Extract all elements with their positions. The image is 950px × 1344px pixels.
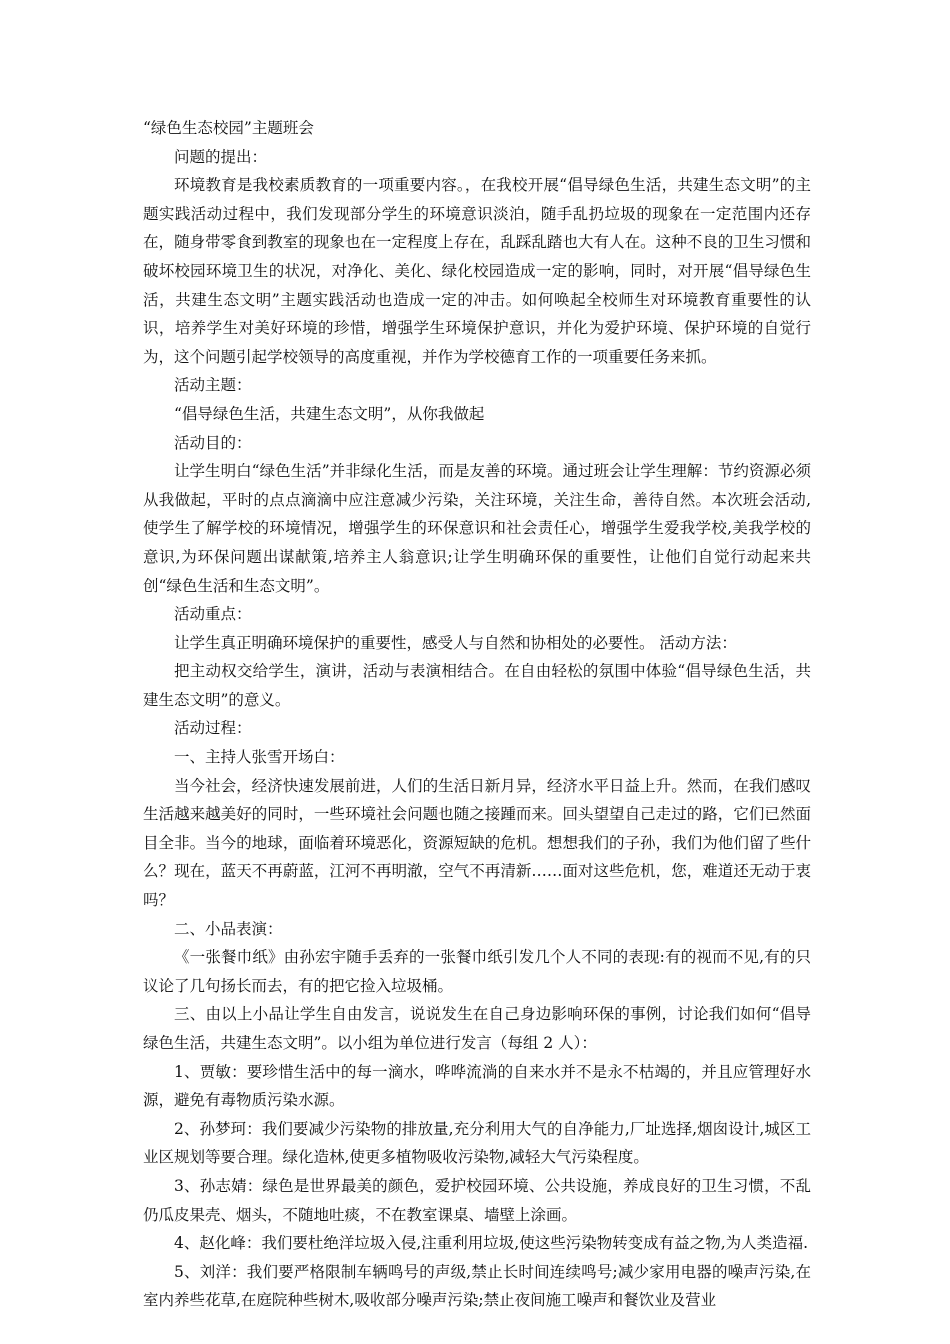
heading-problem: 问题的提出： <box>174 147 268 166</box>
heading-purpose: 活动目的： <box>174 433 252 452</box>
heading-skit: 二、小品表演： <box>174 919 283 938</box>
list-item: 2、孙梦珂：我们要减少污染物的排放量,充分利用大气的自净能力,厂址选择,烟囱设计,城区工业区规划等要合理。绿化造林,使更多植物吸收污染物,减轻大气污染程度。 <box>143 1119 811 1167</box>
list-item: 1、贾敏：要珍惜生活中的每一滴水，哗哗流淌的自来水并不是永不枯竭的，并且应管理好水源，避免有毒物质污染水源。 <box>143 1062 811 1110</box>
paragraph-opening: 当今社会，经济快速发展前进，人们的生活日新月异，经济水平日益上升。然而，在我们感叹生活越来越美好的同时，一些环境社会问题也随之接踵而来。回头望望自己走过的路，它们已然面目全非。当今的地球，面临着环境恶化，资源短缺的危机。想想我们的子孙，我们为他们留了些什么？现在，蓝天不再蔚蓝，江河不再明澈，空气不再清新……面对这些危机，您，难道还无动于衷吗？ <box>143 776 811 910</box>
list-item: 4、赵化峰：我们要杜绝洋垃圾入侵,注重利用垃圾,使这些污染物转变成有益之物,为人类造福. <box>174 1234 809 1253</box>
heading-theme: 活动主题： <box>174 376 252 395</box>
paragraph-theme: “倡导绿色生活，共建生态文明”，从你我做起 <box>174 404 485 423</box>
heading-opening: 一、主持人张雪开场白： <box>174 748 345 767</box>
heading-process: 活动过程： <box>174 719 252 738</box>
paragraph-purpose: 让学生明白“绿色生活”并非绿化生活，而是友善的环境。通过班会让学生理解：节约资源必须从我做起，平时的点点滴滴中应注意减少污染，关注环境，关注生命，善待自然。本次班会活动,使学生了解学校的环境情况，增强学生的环保意识和社会责任心，增强学生爱我学校,美我学校的意识,为环保问题出谋献策,培养主人翁意识;让学生明确环保的重要性，让他们自觉行动起来共创“绿色生活和生态文明”。 <box>143 462 811 595</box>
document-title: “绿色生态校园”主题班会 <box>143 119 314 137</box>
list-item: 5、刘洋：我们要严格限制车辆鸣号的声级,禁止长时间连续鸣号;减少家用电器的噪声污染,在室内养些花草,在庭院种些树木,吸收部分噪声污染;禁止夜间施工噪声和餐饮业及营业 <box>143 1262 811 1310</box>
paragraph-skit: 《一张餐巾纸》由孙宏宇随手丢弃的一张餐巾纸引发几个人不同的表现:有的视而不见,有的只议论了几句扬长而去，有的把它捡入垃圾桶。 <box>143 948 811 995</box>
paragraph-method: 把主动权交给学生，演讲，活动与表演相结合。在自由轻松的氛围中体验“倡导绿色生活，共建生态文明”的意义。 <box>143 662 811 709</box>
document-page <box>143 114 811 1315</box>
list-item: 3、孙志婧：绿色是世界最美的颜色，爱护校园环境、公共设施，养成良好的卫生习惯，不乱仍瓜皮果壳、烟头，不随地吐痰，不在教室课桌、墙壁上涂画。 <box>143 1176 811 1224</box>
paragraph-discussion: 三、由以上小品让学生自由发言，说说发生在自己身边影响环保的事例，讨论我们如何“倡导绿色生活，共建生态文明”。以小组为单位进行发言（每组 2 人）： <box>143 1005 811 1052</box>
paragraph-focus: 让学生真正明确环境保护的重要性，感受人与自然和协相处的必要性。 活动方法： <box>174 633 737 652</box>
paragraph-problem: 环境教育是我校素质教育的一项重要内容。，在我校开展“倡导绿色生活，共建生态文明”的主题实践活动过程中，我们发现部分学生的环境意识淡泊，随手乱扔垃圾的现象在一定范围内还存在，随身带零食到教室的现象也在一定程度上存在，乱踩乱踏也大有人在。这种不良的卫生习惯和破坏校园环境卫生的状况，对净化、美化、绿化校园造成一定的影响，同时，对开展“倡导绿色生活，共建生态文明”主题实践活动也造成一定的冲击。如何唤起全校师生对环境教育重要性的认识，培养学生对美好环境的珍惜，增强学生环境保护意识，并化为爱护环境、保护环境的自觉行为，这个问题引起学校领导的高度重视，并作为学校德育工作的一项重要任务来抓。 <box>143 176 811 366</box>
heading-focus: 活动重点： <box>174 605 252 624</box>
